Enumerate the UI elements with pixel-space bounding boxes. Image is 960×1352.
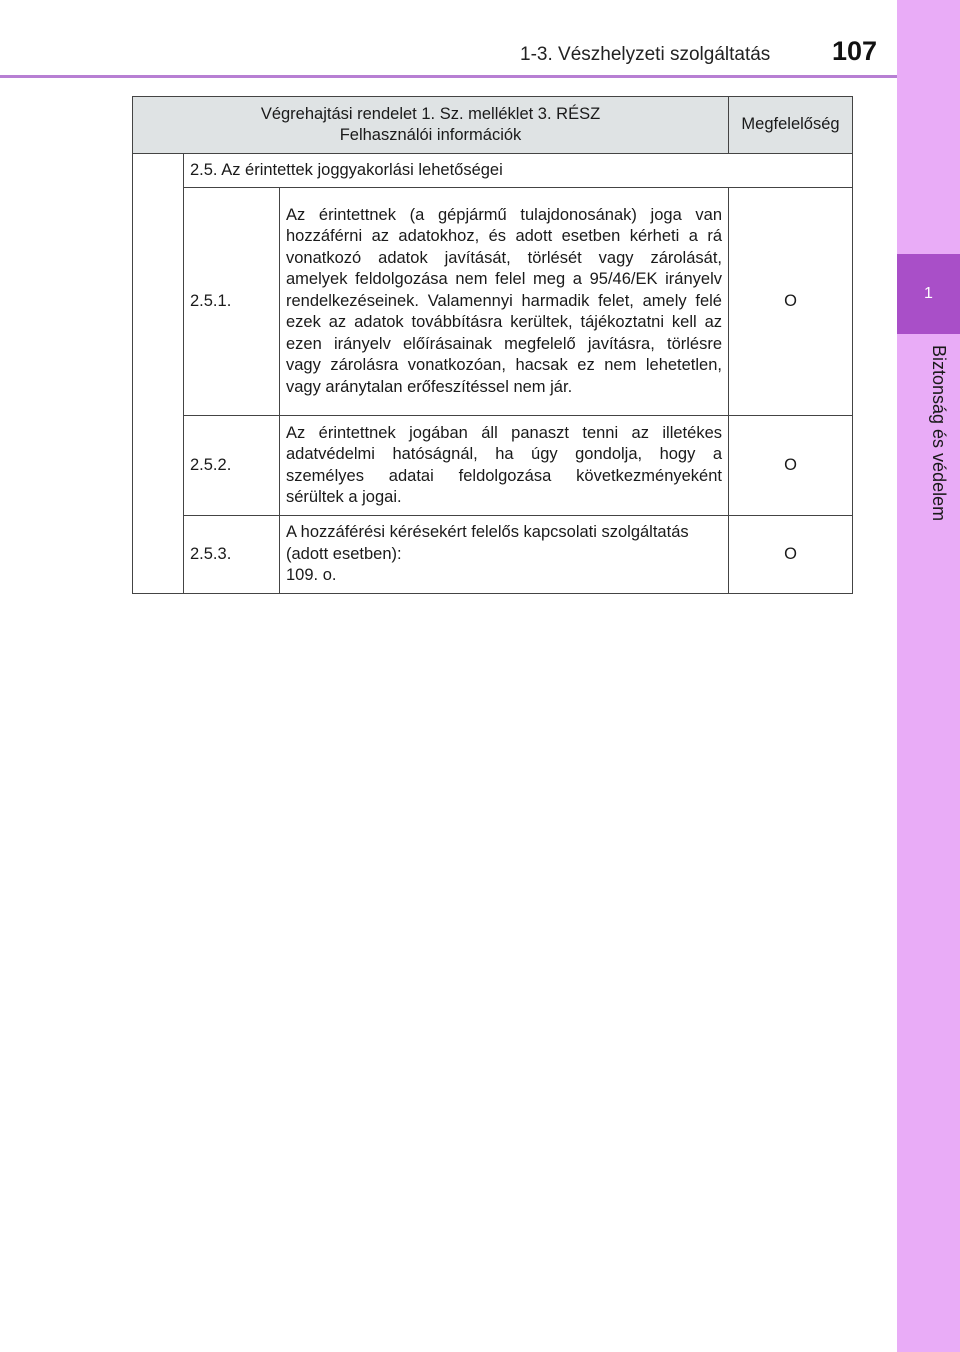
row-number: 2.5.2. xyxy=(184,416,280,516)
row-text xyxy=(280,516,729,594)
header-title-line-1: Végrehajtási rendelet 1. Sz. melléklet 3. RÉSZ xyxy=(260,104,601,123)
row-conformity: O xyxy=(729,516,853,594)
table-header-title xyxy=(133,97,729,154)
chapter-title: Biztonság és védelem xyxy=(929,345,949,522)
page-header xyxy=(0,0,897,78)
table-header-row xyxy=(133,97,853,154)
row-number: 2.5.1. xyxy=(184,188,280,416)
chapter-tab xyxy=(897,254,960,334)
table-row xyxy=(133,416,853,516)
table-header-conformity: Megfelelőség xyxy=(729,97,853,154)
section-title: 1-3. Vészhelyzeti szolgáltatás xyxy=(520,44,771,65)
row-text-line: A hozzáférési kérésekért felelős kapcsolati szolgáltatás (adott esetben): xyxy=(286,523,689,563)
subheading-row xyxy=(133,154,853,188)
row-text: Az érintettnek (a gépjármű tulajdonosának) joga van hozzáférni az adatokhoz, és adott esetben kérheti a rá vonatkozó adatok javítását, törlését vagy zárolását, amelyek feldolgozása nem felel meg a 95/46/EK irányelv rendelkezéseinek. Valamennyi harmadik felet, amely felé ezek az adatok továbbításra kerültek, tájékoztatni kell az ezen irányelv előírásainak megfelelő javításra, törlésre vagy zárolásra vonatkozóan, hacsak ez nem lehetetlen, vagy aránytalan erőfeszítéssel nem jár. xyxy=(280,188,729,416)
table-row xyxy=(133,516,853,594)
regulation-table xyxy=(132,96,853,594)
page-reference: 109. o. xyxy=(286,566,337,585)
row-conformity: O xyxy=(729,416,853,516)
blank-column xyxy=(133,154,184,594)
header-title-line-2: Felhasználói információk xyxy=(339,126,522,144)
table-row xyxy=(133,188,853,416)
row-number: 2.5.3. xyxy=(184,516,280,594)
chapter-number: 1 xyxy=(924,285,933,302)
chapter-side-strip xyxy=(897,0,960,1352)
subheading-cell: 2.5. Az érintettek joggyakorlási lehetőségei xyxy=(184,154,853,188)
page-number: 107 xyxy=(832,36,878,66)
row-text: Az érintettnek jogában áll panaszt tenni az illetékes adatvédelmi hatóságnál, ha úgy gondolja, hogy a személyes adatai feldolgozása következményeként sérültek a jogai. xyxy=(280,416,729,516)
row-conformity: O xyxy=(729,188,853,416)
